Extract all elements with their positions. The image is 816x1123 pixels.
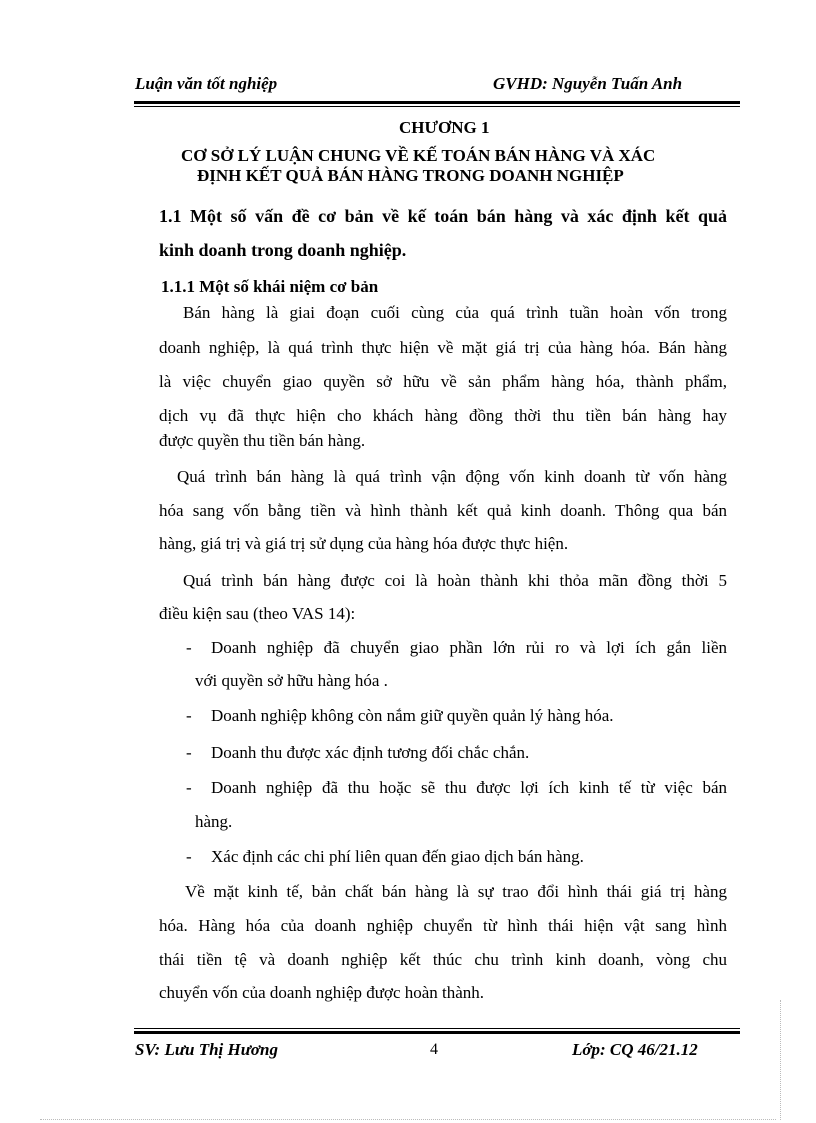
bullet-item-line: Xác định các chi phí liên quan đến giao dịch bán hàng. xyxy=(211,847,584,866)
chapter-label: CHƯƠNG 1 xyxy=(399,118,490,137)
header-rule-thick xyxy=(134,101,740,104)
footer-student-name: SV: Lưu Thị Hương xyxy=(135,1040,279,1059)
bullet-dash: - xyxy=(186,847,192,866)
header-thesis-label: Luận văn tốt nghiệp xyxy=(135,74,278,93)
paragraph-line: Bán hàng là giai đoạn cuối cùng của quá trình tuần hoàn vốn trong xyxy=(183,303,727,322)
footer-rule-thick xyxy=(134,1031,740,1034)
chapter-title-line1: CƠ SỞ LÝ LUẬN CHUNG VỀ KẾ TOÁN BÁN HÀNG VÀ XÁC xyxy=(181,146,656,165)
paragraph-line: Quá trình bán hàng được coi là hoàn thành khi thỏa mãn đồng thời 5 xyxy=(183,571,727,590)
footer-class-code: Lớp: CQ 46/21.12 xyxy=(572,1040,698,1059)
page-border-dotted-bottom xyxy=(40,1119,776,1120)
chapter-title-line2: ĐỊNH KẾT QUẢ BÁN HÀNG TRONG DOANH NGHIỆP xyxy=(197,166,624,185)
paragraph-line: được quyền thu tiền bán hàng. xyxy=(159,431,366,450)
paragraph-line: Quá trình bán hàng là quá trình vận động vốn kinh doanh từ vốn hàng xyxy=(177,467,727,486)
paragraph-line: là việc chuyển giao quyền sở hữu về sản phẩm hàng hóa, thành phẩm, xyxy=(159,372,727,391)
subsection-heading: 1.1.1 Một số khái niệm cơ bản xyxy=(161,277,379,296)
bullet-item-line: hàng. xyxy=(195,812,233,831)
bullet-dash: - xyxy=(186,638,192,657)
footer-rule-thin xyxy=(134,1028,740,1029)
bullet-dash: - xyxy=(186,778,192,797)
paragraph-line: thái tiền tệ và doanh nghiệp kết thúc chu trình kinh doanh, vòng chu xyxy=(159,950,727,969)
paragraph-line: hóa. Hàng hóa của doanh nghiệp chuyển từ hình thái hiện vật sang hình xyxy=(159,916,727,935)
paragraph-line: hàng, giá trị và giá trị sử dụng của hàng hóa được thực hiện. xyxy=(159,534,569,553)
section-heading-line1: 1.1 Một số vấn đề cơ bản về kế toán bán hàng và xác định kết quả xyxy=(159,206,727,226)
paragraph-line: dịch vụ đã thực hiện cho khách hàng đồng thời thu tiền bán hàng hay xyxy=(159,406,727,425)
paragraph-line: điều kiện sau (theo VAS 14): xyxy=(159,604,356,623)
page-border-dotted-right xyxy=(780,1000,781,1120)
section-heading-line2: kinh doanh trong doanh nghiệp. xyxy=(159,240,407,260)
bullet-item-line: Doanh nghiệp không còn nắm giữ quyền quản lý hàng hóa. xyxy=(211,706,614,725)
paragraph-line: Về mặt kinh tế, bản chất bán hàng là sự trao đổi hình thái giá trị hàng xyxy=(185,882,727,901)
bullet-item-line: với quyền sở hữu hàng hóa . xyxy=(195,671,388,690)
paragraph-line: doanh nghiệp, là quá trình thực hiện về mặt giá trị của hàng hóa. Bán hàng xyxy=(159,338,727,357)
header-advisor: GVHD: Nguyễn Tuấn Anh xyxy=(493,74,683,93)
paragraph-line: chuyển vốn của doanh nghiệp được hoàn thành. xyxy=(159,983,485,1002)
page-number: 4 xyxy=(430,1041,438,1058)
bullet-item-line: Doanh thu được xác định tương đối chắc chắn. xyxy=(211,743,530,762)
paragraph-line: hóa sang vốn bằng tiền và hình thành kết quả kinh doanh. Thông qua bán xyxy=(159,501,727,520)
bullet-dash: - xyxy=(186,743,192,762)
bullet-item-line: Doanh nghiệp đã thu hoặc sẽ thu được lợi ích kinh tế từ việc bán xyxy=(211,778,727,797)
header-rule-thin xyxy=(134,106,740,107)
bullet-dash: - xyxy=(186,706,192,725)
bullet-item-line: Doanh nghiệp đã chuyển giao phần lớn rủi ro và lợi ích gắn liền xyxy=(211,638,727,657)
